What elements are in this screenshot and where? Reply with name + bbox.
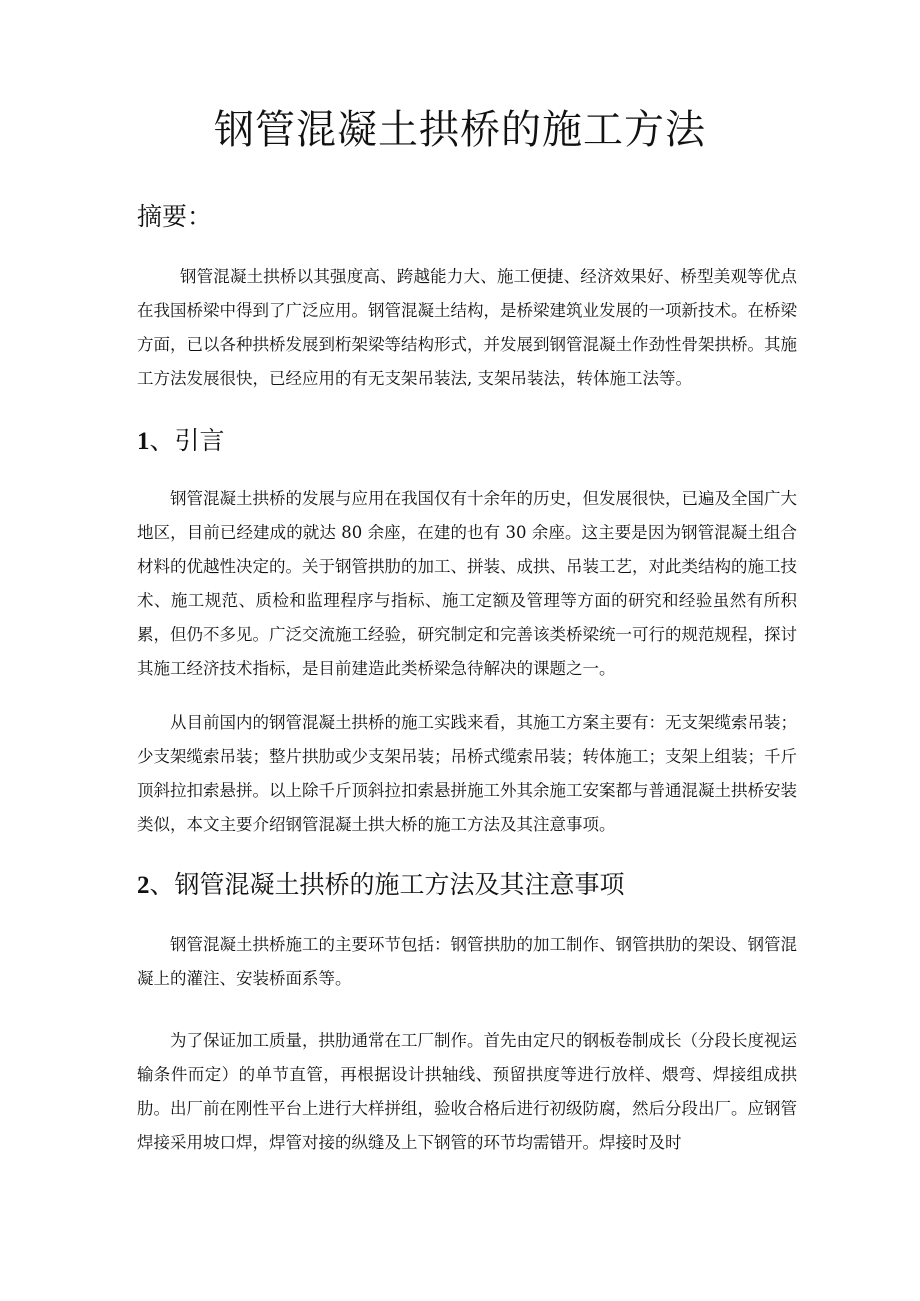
section-title: 、钢管混凝土拱桥的施工方法及其注意事项 (149, 870, 625, 899)
document-title: 钢管混凝土拱桥的施工方法 (214, 107, 706, 153)
section-number: 1 (137, 428, 150, 455)
section-title: 、引言 (149, 426, 225, 455)
section-2-paragraph-2: 为了保证加工质量，拱肋通常在工厂制作。首先由定尺的钢板卷制成长（分段长度视运输条件而定）的单节直管，再根据设计拱轴线、预留拱度等进行放样、煨弯、焊接组成拱肋。出厂前在刚性平台上进行大样拼组，验收合格后进行初级防腐，然后分段出厂。应钢管焊接采用坡口焊，焊管对接的纵缝及上下钢管的环节均需错开。焊接时及时 (137, 1031, 797, 1152)
section-1-paragraph-1: 钢管混凝土拱桥的发展与应用在我国仅有十余年的历史，但发展很快，已遍及全国广大地区，目前已经建成的就达 80 余座，在建的也有 30 余座。这主要是因为钢管混凝土组合材料的优越性决定的。关于钢管拱肋的加工、拼装、成拱、吊装工艺，对此类结构的施工技术、施工规范、质检和监理程序与指标、施工定额及管理等方面的研究和经验虽然有所积累，但仍不多见。广泛交流施工经验，研究制定和完善该类桥梁统一可行的规范规程，探讨其施工经济技术指标，是目前建造此类桥梁急待解决的课题之一。 (137, 489, 797, 678)
section-1-paragraph-2: 从目前国内的钢管混凝土拱桥的施工实践来看，其施工方案主要有：无支架缆索吊装；少支架缆索吊装；整片拱肋或少支架吊装；吊桥式缆索吊装；转体施工；支架上组装；千斤顶斜拉扣索悬拼。以上除千斤顶斜拉扣索悬拼施工外其余施工安案都与普通混凝土拱桥安装类似，本文主要介绍钢管混凝土拱大桥的施工方法及其注意事项。 (137, 713, 797, 834)
section-heading-2 (137, 868, 625, 903)
section-number: 2 (137, 872, 150, 899)
section-2-paragraph-1: 钢管混凝土拱桥施工的主要环节包括：钢管拱肋的加工制作、钢管拱肋的架设、钢管混凝上的灌注、安装桥面系等。 (137, 935, 797, 988)
section-heading-1 (137, 424, 225, 459)
abstract-heading: 摘要： (137, 202, 213, 231)
abstract-paragraph: 钢管混凝土拱桥以其强度高、跨越能力大、施工便捷、经济效果好、桥型美观等优点在我国桥梁中得到了广泛应用。钢管混凝土结构，是桥梁建筑业发展的一项新技术。在桥梁方面，已以各种拱桥发展到桁架梁等结构形式，并发展到钢管混凝土作劲性骨架拱桥。其施工方法发展很快，已经应用的有无支架吊装法, 支架吊装法，转体施工法等。 (137, 267, 797, 388)
